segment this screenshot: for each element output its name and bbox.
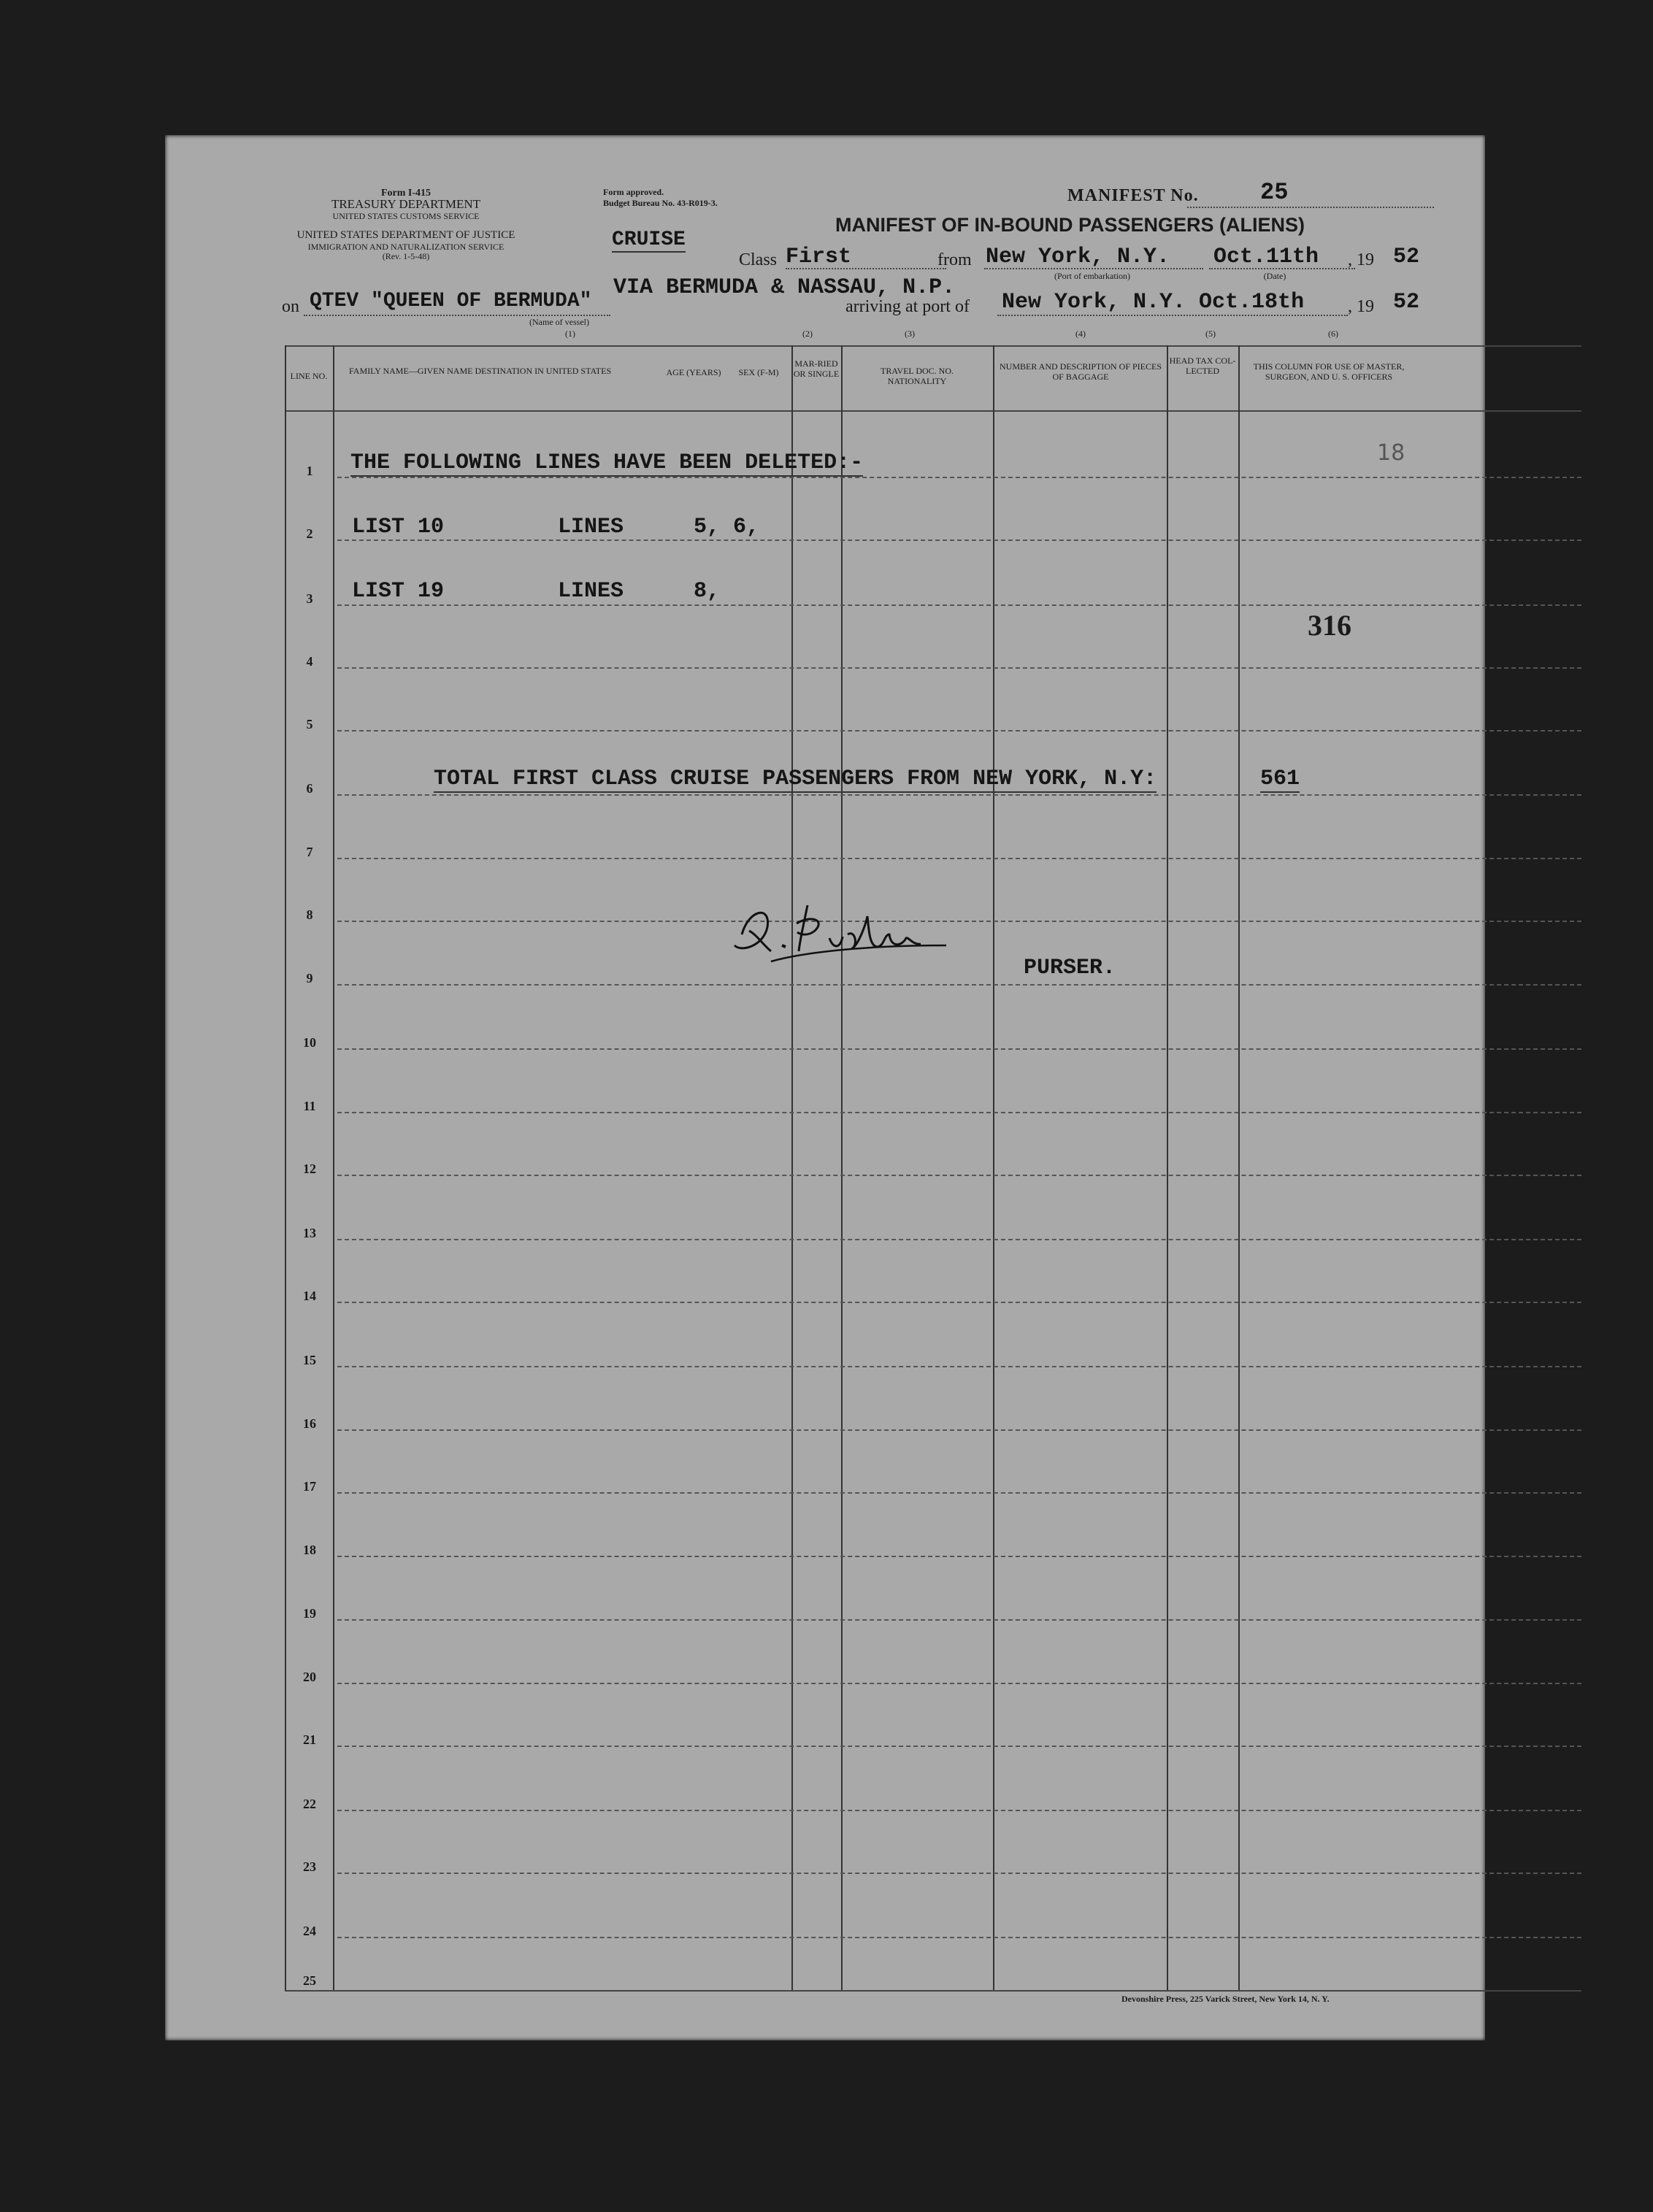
purser-signature <box>727 894 954 975</box>
total-passengers-value: 561 <box>1260 767 1300 791</box>
deleted-lines-label: LINES <box>558 579 624 604</box>
class-label: Class <box>739 250 778 269</box>
header-baggage: NUMBER AND DESCRIPTION OF PIECES OF BAGGAGE <box>999 361 1162 382</box>
col-num-3: (3) <box>905 329 915 339</box>
line-number: 5 <box>306 717 313 731</box>
line-number: 25 <box>303 1973 316 1988</box>
col-num-5: (5) <box>1205 329 1216 339</box>
via-route: VIA BERMUDA & NASSAU, N.P. <box>613 275 956 300</box>
treasury-dept: TREASURY DEPARTMENT <box>331 197 481 211</box>
line-number: 15 <box>303 1353 316 1367</box>
immigration-service: IMMIGRATION AND NATURALIZATION SERVICE <box>307 242 505 252</box>
header-age: AGE (YEARS) <box>666 367 721 377</box>
col-num-1: (1) <box>565 329 575 339</box>
pencil-note: 18 <box>1377 440 1405 466</box>
arriving-label: arriving at port of <box>845 297 970 316</box>
deleted-line-numbers: 5, 6, <box>694 515 760 539</box>
line-number: 13 <box>303 1226 316 1240</box>
header-name: FAMILY NAME—GIVEN NAME DESTINATION IN UNITED STATES <box>349 366 612 376</box>
deleted-list-19: LIST 19 <box>352 579 445 604</box>
cruise-label: CRUISE <box>612 229 686 251</box>
arriving-value: New York, N.Y. Oct.18th <box>1002 290 1305 315</box>
printer-imprint: Devonshire Press, 225 Varick Street, New York 14, N. Y. <box>1121 1994 1330 2004</box>
year-1: 52 <box>1393 245 1420 269</box>
manifest-number: 25 <box>1260 179 1289 206</box>
customs-service: UNITED STATES CUSTOMS SERVICE <box>332 211 480 221</box>
stamp-number: 316 <box>1308 609 1351 642</box>
header-line-no: LINE NO. <box>290 371 328 381</box>
purser-label: PURSER. <box>1024 956 1116 980</box>
line-number: 22 <box>303 1797 316 1811</box>
class-value: First <box>786 245 852 269</box>
deleted-lines-heading: THE FOLLOWING LINES HAVE BEEN DELETED:- <box>350 450 864 475</box>
on-label: on <box>282 297 299 316</box>
vessel-caption: (Name of vessel) <box>529 317 589 327</box>
manifest-no-label: MANIFEST No. <box>1067 186 1199 205</box>
line-number: 11 <box>303 1099 316 1113</box>
line-number: 12 <box>303 1161 316 1176</box>
line-number: 3 <box>306 591 313 606</box>
line-number: 10 <box>303 1035 316 1050</box>
header-married: MAR-RIED OR SINGLE <box>793 358 840 379</box>
line-number: 24 <box>303 1924 316 1938</box>
manifest-title: MANIFEST OF IN-BOUND PASSENGERS (ALIENS) <box>835 214 1305 236</box>
year-prefix-2: , 19 <box>1348 297 1374 316</box>
form-number: Form I-415 <box>380 188 432 199</box>
line-number: 17 <box>303 1479 316 1494</box>
line-number: 19 <box>303 1606 316 1621</box>
deleted-lines-label: LINES <box>558 515 624 539</box>
manifest-page <box>165 135 1485 2040</box>
line-number: 4 <box>306 654 313 669</box>
line-number: 6 <box>306 781 313 796</box>
header-travel-doc: TRAVEL DOC. NO. NATIONALITY <box>880 366 954 386</box>
date-caption: (Date) <box>1263 271 1286 281</box>
line-number: 2 <box>306 526 313 541</box>
year-2: 52 <box>1393 290 1420 315</box>
line-number: 8 <box>306 907 313 922</box>
justice-dept: UNITED STATES DEPARTMENT OF JUSTICE <box>296 229 515 241</box>
embark-caption: (Port of embarkation) <box>1054 271 1130 281</box>
from-value: New York, N.Y. <box>986 245 1170 269</box>
line-number: 14 <box>303 1289 316 1303</box>
line-number: 7 <box>306 845 313 859</box>
form-revision: (Rev. 1-5-48) <box>382 251 430 261</box>
deleted-list-10: LIST 10 <box>352 515 445 539</box>
line-number: 21 <box>303 1732 316 1747</box>
year-prefix-1: , 19 <box>1348 250 1374 269</box>
line-number: 16 <box>303 1416 316 1431</box>
from-label: from <box>937 250 972 269</box>
col-num-6: (6) <box>1328 329 1338 339</box>
header-sex: SEX (F-M) <box>738 367 779 377</box>
line-number: 1 <box>306 464 313 478</box>
line-number: 18 <box>303 1543 316 1557</box>
form-approved: Form approved. <box>603 187 664 197</box>
date-value: Oct.11th <box>1213 245 1319 269</box>
budget-bureau: Budget Bureau No. 43-R019-3. <box>603 198 718 208</box>
col-num-2: (2) <box>802 329 813 339</box>
line-number: 20 <box>303 1670 316 1684</box>
line-number: 23 <box>303 1859 316 1874</box>
line-number: 9 <box>306 971 313 986</box>
header-officers: THIS COLUMN FOR USE OF MASTER, SURGEON, AND U. S. OFFICERS <box>1253 361 1405 382</box>
header-head-tax: HEAD TAX COL-LECTED <box>1169 356 1236 376</box>
vessel-name: QTEV "QUEEN OF BERMUDA" <box>310 290 592 312</box>
total-passengers-line: TOTAL FIRST CLASS CRUISE PASSENGERS FROM NEW YORK, N.Y: <box>434 767 1157 791</box>
deleted-line-numbers: 8, <box>694 579 721 604</box>
col-num-4: (4) <box>1075 329 1086 339</box>
